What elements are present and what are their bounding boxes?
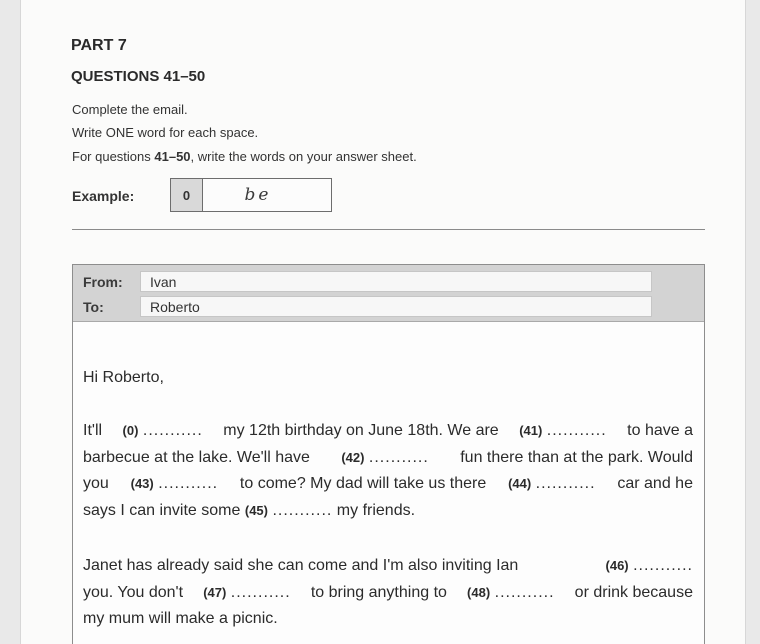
text-segment: car and he bbox=[617, 475, 693, 492]
gap-number: (41) bbox=[519, 423, 543, 438]
gap-number: (0) bbox=[122, 423, 139, 438]
text-line bbox=[83, 445, 693, 472]
gap-blank: ........... bbox=[535, 475, 596, 492]
text-line bbox=[83, 606, 693, 633]
example-answer-box bbox=[170, 178, 332, 212]
text-segment: says I can invite some bbox=[83, 501, 241, 519]
text-line bbox=[83, 418, 693, 445]
from-field: Ivan bbox=[140, 271, 652, 292]
instruction-line-2: Write ONE word for each space. bbox=[72, 125, 259, 140]
to-field: Roberto bbox=[140, 296, 652, 317]
text-segment: fun there than at the park. Would bbox=[460, 448, 693, 466]
email-card bbox=[72, 264, 705, 644]
gap-number: (47) bbox=[203, 584, 227, 600]
gap-blank: ........... bbox=[158, 475, 219, 492]
gap-number: (45) bbox=[244, 502, 268, 518]
gap-number: (43) bbox=[130, 476, 154, 491]
email-greeting: Hi Roberto, bbox=[83, 369, 164, 386]
exam-page bbox=[20, 0, 746, 644]
gap-blank: ........... bbox=[142, 422, 203, 439]
example-label: Example: bbox=[72, 188, 135, 204]
from-label: From: bbox=[83, 274, 123, 290]
instruction-text: , write the words on your answer sheet. bbox=[190, 149, 417, 164]
example-handwritten-answer: be bbox=[244, 185, 272, 205]
gap-number: (44) bbox=[508, 476, 532, 491]
divider bbox=[72, 229, 705, 230]
gap-blank: ........... bbox=[494, 583, 555, 601]
example-number: 0 bbox=[171, 179, 203, 211]
instruction-line-3 bbox=[72, 149, 417, 164]
gap-number: (46) bbox=[605, 558, 629, 573]
email-paragraph-2 bbox=[83, 553, 693, 633]
text-segment: to have a bbox=[627, 422, 693, 439]
gap-blank: ........... bbox=[272, 501, 333, 519]
email-paragraph-1 bbox=[83, 418, 693, 524]
instruction-question-range: 41–50 bbox=[154, 149, 191, 164]
to-label: To: bbox=[83, 299, 104, 315]
text-segment: you bbox=[83, 475, 109, 492]
text-segment: Janet has already said she can come and I'm also inviting Ian bbox=[83, 557, 519, 574]
text-segment: to bring anything to bbox=[310, 583, 447, 601]
text-line bbox=[83, 553, 693, 580]
gap-number: (48) bbox=[467, 584, 491, 600]
questions-title: QUESTIONS 41–50 bbox=[71, 68, 206, 85]
email-header bbox=[73, 265, 704, 322]
instruction-line-1: Complete the email. bbox=[72, 102, 188, 117]
gap-blank: ........... bbox=[633, 557, 693, 574]
text-segment: you. You don't bbox=[83, 583, 184, 601]
text-segment: my friends. bbox=[336, 501, 416, 519]
text-line bbox=[83, 580, 693, 607]
gap-blank: ........... bbox=[368, 448, 429, 466]
text-line bbox=[83, 498, 693, 525]
instruction-text: For questions bbox=[72, 149, 155, 164]
text-line bbox=[83, 471, 693, 498]
text-segment: barbecue at the lake. We'll have bbox=[83, 448, 310, 466]
text-segment: to come? My dad will take us there bbox=[239, 475, 487, 492]
gap-blank: ........... bbox=[230, 583, 291, 601]
text-segment: my 12th birthday on June 18th. We are bbox=[223, 422, 499, 439]
text-segment: It'll bbox=[83, 422, 103, 439]
gap-blank: ........... bbox=[546, 422, 607, 439]
text-segment: or drink because bbox=[574, 583, 693, 601]
text-segment: my mum will make a picnic. bbox=[83, 610, 278, 627]
part-title: PART 7 bbox=[71, 37, 127, 54]
gap-number: (42) bbox=[341, 449, 365, 465]
